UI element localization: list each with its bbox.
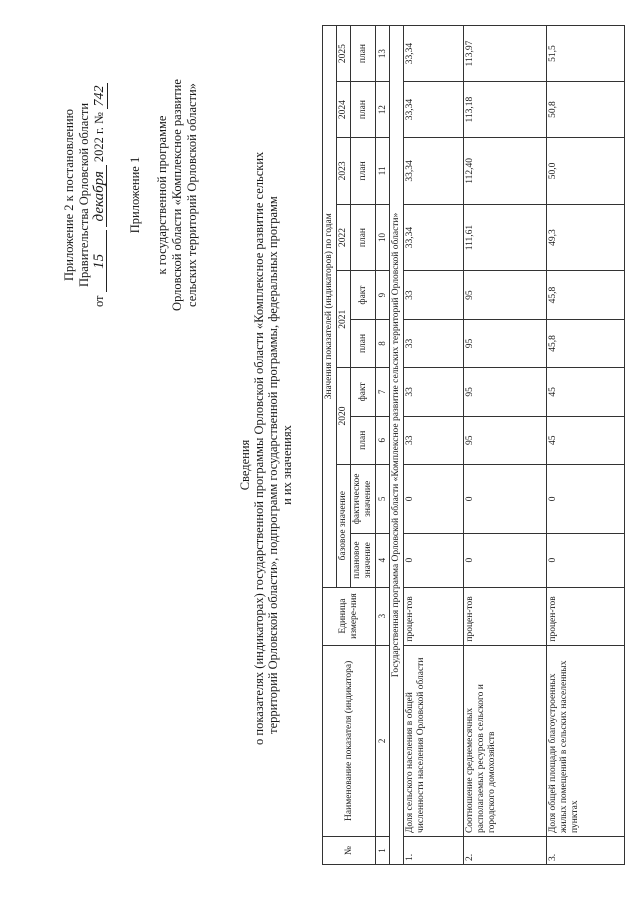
row-number: 1. xyxy=(404,837,464,865)
row-value: 45 xyxy=(547,368,625,416)
row-value: 45,8 xyxy=(547,271,625,319)
column-index: 8 xyxy=(376,319,390,367)
appendix-1-line-4: сельских территорий Орловской области» xyxy=(185,83,199,307)
col-header-base-fact: фактическое значение xyxy=(351,464,376,533)
row-value: 0 xyxy=(404,464,464,533)
column-index: 3 xyxy=(376,587,390,645)
row-value: 95 xyxy=(464,416,547,464)
date-prefix: от xyxy=(92,295,106,308)
row-unit: процен-тов xyxy=(547,587,625,645)
row-number: 3. xyxy=(547,837,625,865)
column-index: 6 xyxy=(376,416,390,464)
intro-line-2: территорий Орловской области», подпрограмм государственной программы, федеральных программ xyxy=(266,196,280,734)
row-value: 0 xyxy=(404,533,464,587)
column-index: 10 xyxy=(376,204,390,271)
appendix-2-line-3 xyxy=(92,30,108,360)
intro-title: Сведения xyxy=(238,439,252,491)
row-value: 33,34 xyxy=(404,138,464,205)
col-header-num: № xyxy=(323,837,376,865)
row-value: 33 xyxy=(404,319,464,367)
row-value: 95 xyxy=(464,271,547,319)
col-header-fact: факт xyxy=(351,368,376,416)
row-value: 95 xyxy=(464,368,547,416)
row-value: 0 xyxy=(547,533,625,587)
row-value: 113,18 xyxy=(464,82,547,138)
table-row xyxy=(464,26,547,865)
handwritten-month: декабря xyxy=(92,165,107,227)
row-value: 95 xyxy=(464,319,547,367)
date-year: 2022 г. № xyxy=(92,112,106,163)
col-header-year: 2021 xyxy=(337,271,351,368)
col-header-year: 2025 xyxy=(337,26,351,82)
handwritten-doc-number: 742 xyxy=(93,83,108,109)
appendix-2-line-2: Правительства Орловской области xyxy=(77,102,91,288)
row-value: 33 xyxy=(404,271,464,319)
col-header-base-group: базовое значение xyxy=(337,464,351,587)
row-unit: процен-тов xyxy=(464,587,547,645)
col-header-plan: план xyxy=(351,204,376,271)
col-header-name: Наименование показателя (индикатора) xyxy=(323,645,376,836)
row-value: 45,8 xyxy=(547,319,625,367)
column-index: 4 xyxy=(376,533,390,587)
col-header-base-plan: плановое значение xyxy=(351,533,376,587)
col-header-plan: план xyxy=(351,416,376,464)
col-header-year: 2023 xyxy=(337,138,351,205)
col-header-values-group: Значения показателей (индикаторов) по годам xyxy=(323,26,337,588)
column-index: 12 xyxy=(376,82,390,138)
table-row xyxy=(547,26,625,865)
intro-line-3: и их значениях xyxy=(280,425,294,505)
intro-block xyxy=(238,151,294,745)
section-row xyxy=(390,26,404,865)
row-value: 51,5 xyxy=(547,26,625,82)
row-value: 50,0 xyxy=(547,138,625,205)
row-value: 33,34 xyxy=(404,204,464,271)
row-value: 33 xyxy=(404,368,464,416)
column-index: 1 xyxy=(376,837,390,865)
column-index: 5 xyxy=(376,464,390,533)
row-unit: процен-тов xyxy=(404,587,464,645)
row-value: 0 xyxy=(547,464,625,533)
appendix-2-line-1: Приложение 2 к постановлению xyxy=(62,109,76,281)
row-value: 33,34 xyxy=(404,26,464,82)
col-header-plan: план xyxy=(351,82,376,138)
col-header-year: 2022 xyxy=(337,204,351,271)
col-header-year: 2024 xyxy=(337,82,351,138)
col-header-plan: план xyxy=(351,319,376,367)
row-indicator-name: Доля сельского населения в общей численности населения Орловской области xyxy=(404,645,464,836)
row-value: 49,3 xyxy=(547,204,625,271)
column-index-row xyxy=(376,26,390,865)
column-index: 7 xyxy=(376,368,390,416)
column-index: 9 xyxy=(376,271,390,319)
appendix-1-line-3: Орловской области «Комплексное развитие xyxy=(170,79,184,311)
row-value: 111,61 xyxy=(464,204,547,271)
row-indicator-name: Доля общей площади благоустроенных жилых помещений в сельских населенных пунктах xyxy=(547,645,625,836)
col-header-unit: Единица измере-ния xyxy=(323,587,376,645)
col-header-plan: план xyxy=(351,26,376,82)
row-value: 0 xyxy=(464,464,547,533)
row-indicator-name: Соотношение среднемесячных располагаемых ресурсов сельского и городского домохозяйств xyxy=(464,645,547,836)
appendix-1-line-1: Приложение 1 xyxy=(128,156,142,234)
indicators-table xyxy=(322,25,625,865)
appendix-1-line-2: к государственной программе xyxy=(155,115,169,275)
column-index: 11 xyxy=(376,138,390,205)
row-value: 112,40 xyxy=(464,138,547,205)
handwritten-day: 15 xyxy=(92,230,107,292)
table-row xyxy=(404,26,464,865)
row-number: 2. xyxy=(464,837,547,865)
row-value: 0 xyxy=(464,533,547,587)
section-title: Государственная программа Орловской области «Комплексное развитие сельских территорий Орловской области» xyxy=(390,26,404,865)
row-value: 45 xyxy=(547,416,625,464)
col-header-fact: факт xyxy=(351,271,376,319)
col-header-year: 2020 xyxy=(337,368,351,465)
column-index: 13 xyxy=(376,26,390,82)
header-row-1 xyxy=(323,26,337,865)
row-value: 33 xyxy=(404,416,464,464)
row-value: 113,97 xyxy=(464,26,547,82)
row-value: 50,8 xyxy=(547,82,625,138)
row-value: 33,34 xyxy=(404,82,464,138)
intro-line-1: о показателях (индикаторах) государственной программы Орловской области «Комплексное развитие сельских xyxy=(252,151,266,745)
appendix-1-block xyxy=(128,45,200,345)
appendix-2-block xyxy=(62,30,108,360)
column-index: 2 xyxy=(376,645,390,836)
col-header-plan: план xyxy=(351,138,376,205)
